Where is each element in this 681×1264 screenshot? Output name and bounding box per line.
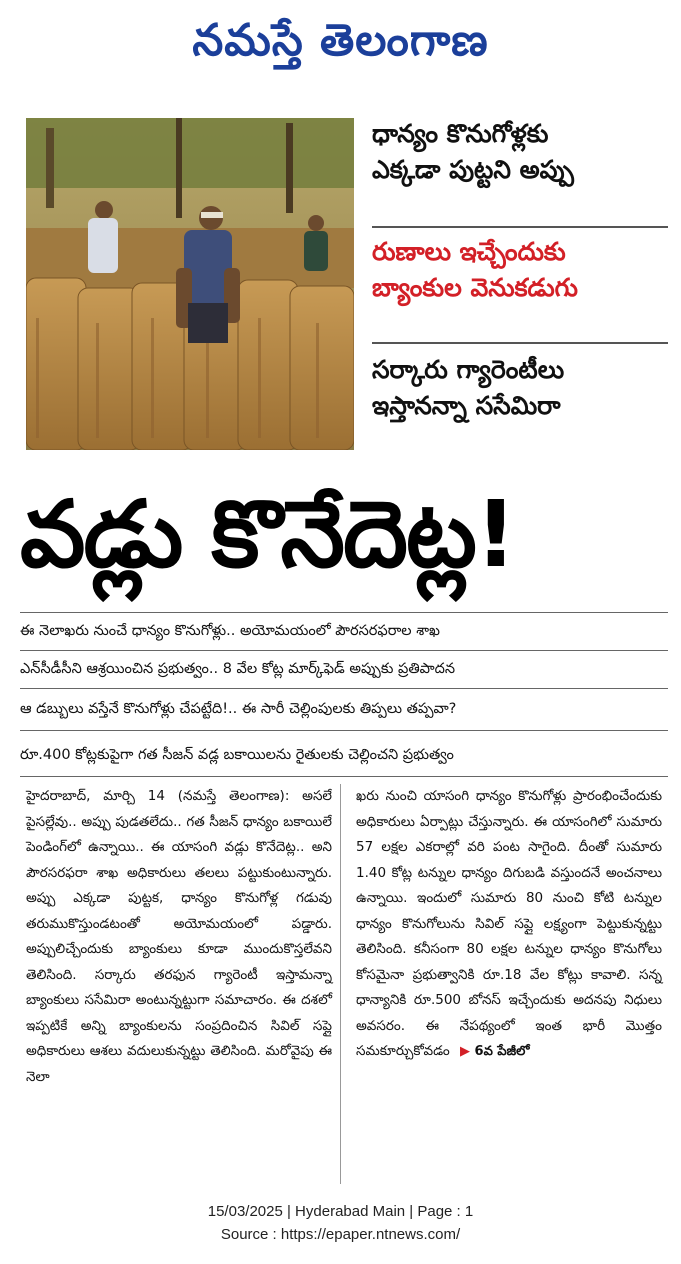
footer-source: Source : https://epaper.ntnews.com/ (220, 1226, 461, 1243)
deck-divider (372, 342, 668, 344)
subline-divider (20, 650, 668, 651)
deck-line-1: ధాన్యం కొనుగోళ్లకు (372, 119, 549, 148)
deck-line-5: సర్కారు గ్యారెంటీలు (372, 355, 565, 384)
article-column-right (356, 784, 662, 1065)
deck-line-4: బ్యాంకుల వెనుకడుగు (372, 273, 578, 302)
deck-block-1 (372, 116, 672, 188)
farmers-with-paddy-sacks-photo (26, 118, 354, 450)
subline-1: ఈ నెలాఖరు నుంచే ధాన్యం కొనుగోళ్లు.. అయోమయంలో పౌరసరఫరాల శాఖ (20, 623, 440, 639)
subline-divider (20, 612, 668, 613)
deck-line-2: ఎక్కడా పుట్టని అప్పు (372, 155, 574, 184)
deck-divider (372, 226, 668, 228)
column-divider (340, 784, 341, 1184)
article-column-left: హైదరాబాద్, మార్చి 14 (నమస్తే తెలంగాణ): అసలే పైసల్లేవు.. అప్పు పుడతలేదు.. గత సీజన్ ధాన్యం బకాయిలే పెండింగ్‌లో ఉన్నాయి.. ఈ యాసంగి వడ్లు కొనేదెట్ల.. అని పౌరసరఫరా శాఖ అధికారులు తలలు పట్టుకుంటున్నారు. అప్పు ఎక్కడా పుట్టక, ధాన్యం కొనుగోళ్ల గడువు తరుముకొస్తుండటంతో అయోమయంలో పడ్డారు. అప్పులిచ్చేందుకు బ్యాంకులు కూడా ముందుకొస్తలేవని తెలిసింది. సర్కారు తరఫున గ్యారెంటీ ఇస్తామన్నా బ్యాంకులు ససేమిరా అంటున్నట్టుగా సమాచారం. ఈ దశలో ఇప్పటికే అన్ని బ్యాంకులను సంప్రదించిన సివిల్ సప్లై అధికారులు ఆశలు వదులుకున్నట్టు తెలిసింది. మరోవైపు ఈ నెలా (26, 788, 332, 1085)
subline-divider (20, 776, 668, 777)
subline-divider (20, 688, 668, 689)
subline-2: ఎన్‌సీడీసీని ఆశ్రయించిన ప్రభుత్వం.. 8 వేల కోట్ల మార్క్‌ఫెడ్ అప్పుకు ప్రతిపాదన (20, 661, 456, 677)
article-column-right-text: ఖరు నుంచి యాసంగి ధాన్యం కొనుగోళ్లు ప్రారంభించేందుకు అధికారులు ఏర్పాట్లు చేస్తున్నారు. ఈ యాసంగిలో సుమారు 57 లక్షల ఎకరాల్లో వరి పంట సాగైంది. దీంతో సుమారు 1.40 కోట్ల టన్నుల ధాన్యం దిగుబడి వస్తుందనే అంచనాలు ఉన్నాయి. ఇందులో సుమారు 80 నుంచి కోటి టన్నుల ధాన్యం కొనుగోలును సివిల్ సప్లై లక్ష్యంగా పెట్టుకున్నట్టు తెలిసింది. కనీసంగా 80 లక్షల టన్నుల ధాన్యం కొనుగోలు కోసమైనా ప్రభుత్వానికి రూ.18 వేల కోట్లు కావాలి. సన్న ధాన్యానికి రూ.500 బోనస్ ఇచ్చేందుకు అదనపు నిధులు అవసరం. ఈ నేపథ్యంలో ఇంత భారీ మొత్తం సమకూర్చుకోవడం (356, 788, 662, 1059)
page-jump-label[interactable] (460, 1039, 529, 1065)
deck-block-2 (372, 234, 672, 306)
subline-3: ఆ డబ్బులు వస్తేనే కొనుగోళ్లు చేపట్టేది!.. ఈ సారీ చెల్లింపులకు తిప్పలు తప్పవా? (20, 701, 457, 717)
jump-arrow-icon: ▶ (460, 1044, 471, 1059)
subline-4: రూ.400 కోట్లకుపైగా గత సీజన్ వడ్ల బకాయిలను రైతులకు చెల్లించని ప్రభుత్వం (20, 747, 454, 763)
deck-line-3: రుణాలు ఇచ్చేందుకు (372, 237, 566, 266)
subline-divider (20, 730, 668, 731)
news-photo (26, 118, 354, 450)
deck-line-6: ఇస్తానన్నా ససేమిరా (372, 391, 561, 420)
deck-block-3 (372, 352, 672, 424)
page-jump-text: 6వ పేజీలో (474, 1044, 530, 1059)
footer-edition-info: 15/03/2025 | Hyderabad Main | Page : 1 (207, 1203, 474, 1220)
newspaper-masthead: నమస్తే తెలంగాణ (192, 15, 489, 66)
main-headline: వడ్లు కొనేదెట్ల! (20, 481, 515, 588)
